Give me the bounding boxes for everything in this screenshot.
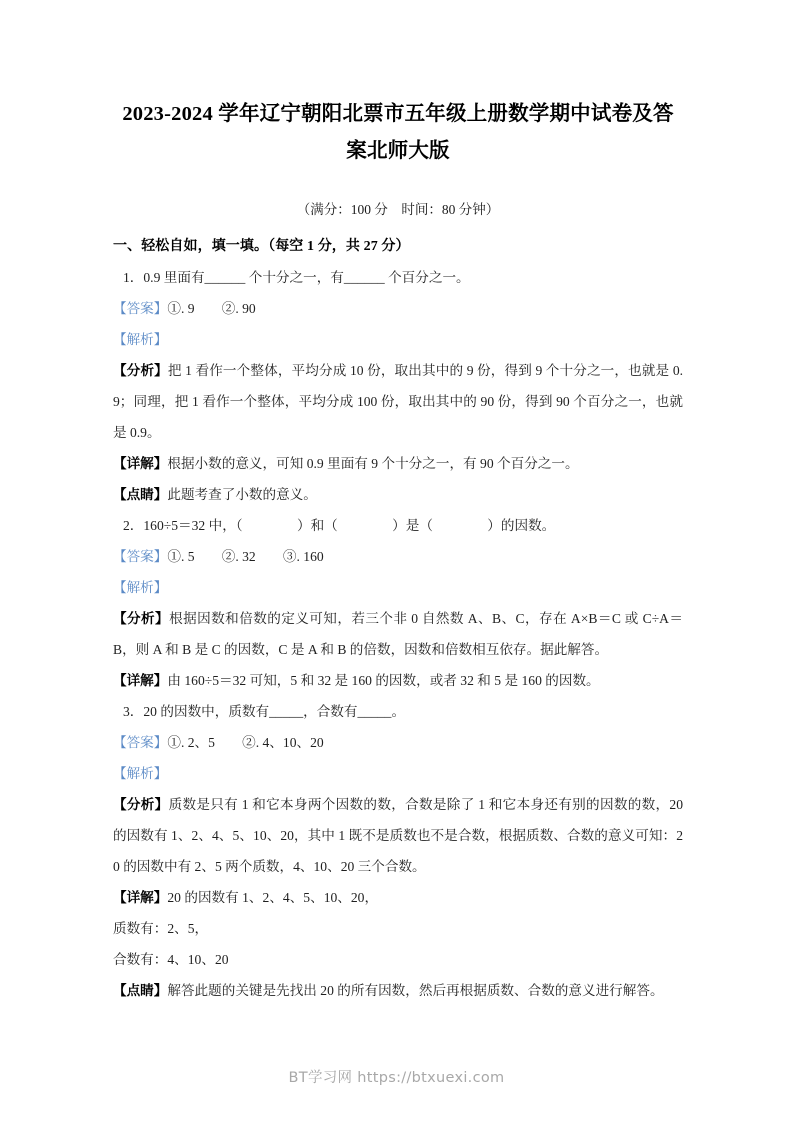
xiangjie-tag: 【详解】 <box>113 890 168 905</box>
question-3-dianjing <box>113 975 683 1006</box>
fenxi-tag: 【分析】 <box>113 363 168 378</box>
question-1-fenxi <box>113 355 683 448</box>
question-1-analysis-label <box>113 324 683 355</box>
analysis-label: 【解析】 <box>113 766 168 781</box>
answer-label: 【答案】 <box>113 301 168 316</box>
section-heading-1: 一、轻松自如，填一填。（每空 1 分，共 27 分） <box>113 239 410 254</box>
question-2-xiangjie <box>113 665 683 696</box>
dianjing-text: 解答此题的关键是先找出 20 的所有因数，然后再根据质数、合数的意义进行解答。 <box>167 983 664 998</box>
answer-items: ①. 9 ②. 90 <box>167 301 256 316</box>
xiangjie-text: 20 的因数有 1、2、4、5、10、20， <box>167 890 379 905</box>
analysis-label: 【解析】 <box>113 580 168 595</box>
page-title: 2023-2024 学年辽宁朝阳北票市五年级上册数学期中试卷及答案北师大版 <box>122 103 674 162</box>
question-1-dianjing <box>113 479 683 510</box>
dianjing-tag: 【点睛】 <box>113 983 168 998</box>
question-2-analysis-label <box>113 572 683 603</box>
fenxi-tag: 【分析】 <box>113 611 170 626</box>
analysis-label: 【解析】 <box>113 332 168 347</box>
question-3-extra-line-1: 质数有：2、5， <box>113 921 209 936</box>
question-2-fenxi <box>113 603 683 665</box>
xiangjie-tag: 【详解】 <box>113 673 168 688</box>
answer-label: 【答案】 <box>113 549 168 564</box>
question-2-stem: 2．160÷5＝32 中，（ ）和（ ）是（ ）的因数。 <box>123 518 556 533</box>
question-3-stem: 3．20 的因数中，质数有_____，合数有_____。 <box>123 704 406 719</box>
answer-items: ①. 5 ②. 32 ③. 160 <box>167 549 324 564</box>
fenxi-text: 根据因数和倍数的定义可知，若三个非 0 自然数 A、B、C，存在 A×B＝C 或 C÷A＝B，则 A 和 B 是 C 的因数，C 是 A 和 B 的倍数，因数和倍数相互依存。据此解答。 <box>113 611 684 657</box>
fenxi-text: 质数是只有 1 和它本身两个因数的数，合数是除了 1 和它本身还有别的因数的数，20 的因数有 1、2、4、5、10、20，其中 1 既不是质数也不是合数，根据质数、合数的意义可知：20 的因数中有 2、5 两个质数，4、10、20 三个合数。 <box>113 797 684 874</box>
question-3-extra-line-2: 合数有：4、10、20 <box>113 952 229 967</box>
question-1-answer-row <box>113 293 683 324</box>
fenxi-text: 把 1 看作一个整体，平均分成 10 份，取出其中的 9 份，得到 9 个十分之一，也就是 0.9；同理，把 1 看作一个整体，平均分成 100 份，取出其中的 90 份，得到 90 个百分之一，也就是 0.9。 <box>113 363 684 440</box>
question-1-xiangjie <box>113 448 683 479</box>
document-content <box>113 96 683 1006</box>
question-1-stem: 1．0.9 里面有______ 个十分之一，有______ 个百分之一。 <box>123 270 470 285</box>
dianjing-tag: 【点睛】 <box>113 487 168 502</box>
answer-label: 【答案】 <box>113 735 168 750</box>
question-3-analysis-label <box>113 758 683 789</box>
footer-watermark: BT学习网 https://btxuexi.com <box>288 1070 505 1086</box>
answer-items: ①. 2、5 ②. 4、10、20 <box>167 735 324 750</box>
xiangjie-text: 根据小数的意义，可知 0.9 里面有 9 个十分之一，有 90 个百分之一。 <box>167 456 579 471</box>
question-3-fenxi <box>113 789 683 882</box>
xiangjie-text: 由 160÷5＝32 可知，5 和 32 是 160 的因数，或者 32 和 5 是 160 的因数。 <box>167 673 600 688</box>
question-2-answer-row <box>113 541 683 572</box>
question-3-xiangjie <box>113 882 683 913</box>
question-3-answer-row <box>113 727 683 758</box>
fenxi-tag: 【分析】 <box>113 797 169 812</box>
exam-meta-subtitle: （满分：100 分 时间：80 分钟） <box>296 202 500 217</box>
xiangjie-tag: 【详解】 <box>113 456 168 471</box>
dianjing-text: 此题考查了小数的意义。 <box>167 487 317 502</box>
